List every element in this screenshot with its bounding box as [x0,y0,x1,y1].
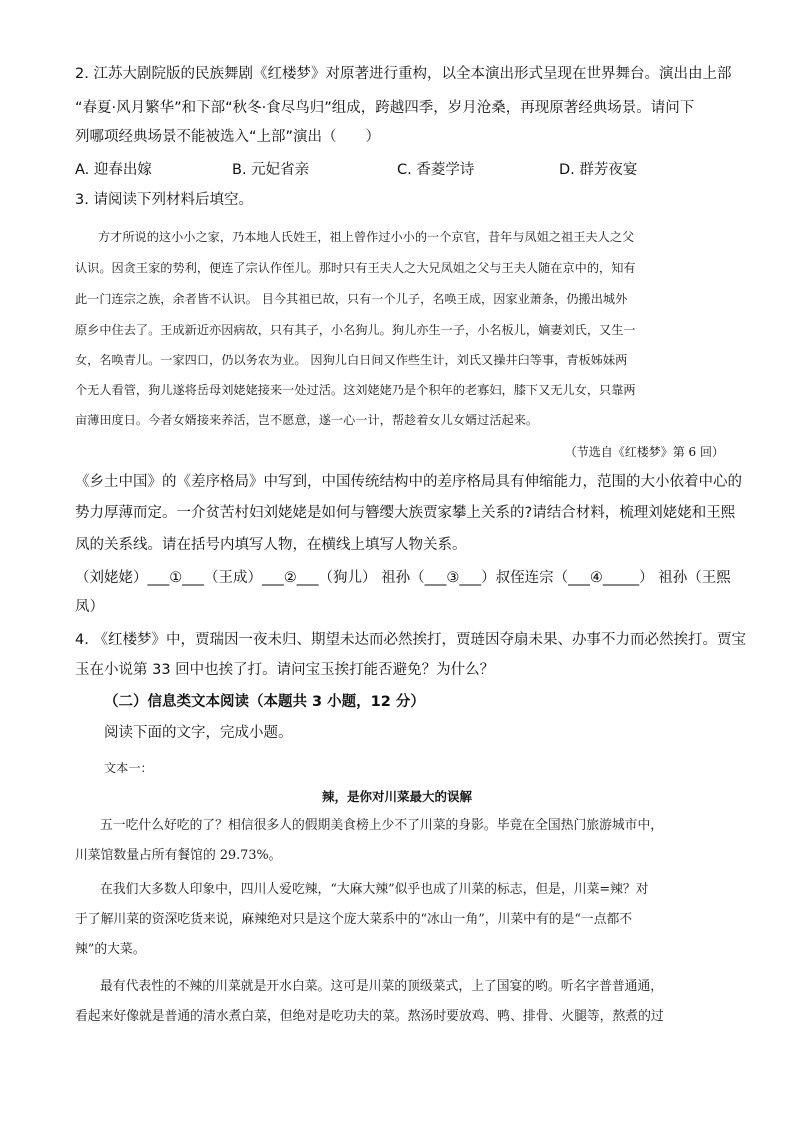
section-heading: （二）信息类文本阅读（本题共 3 小题，12 分） [104,694,425,710]
article-paragraph-line: 最有代表性的不辣的川菜就是开水白菜。这可是川菜的顶级菜式，上了国宴的哟。听名字普普通通， [100,979,664,994]
article-paragraph-line: 于了解川菜的资深吃货来说，麻辣绝对只是这个庞大菜系中的“冰山一角”，川菜中有的是“一点都不 [75,912,633,927]
q2-line-1: 2. 江苏大剧院版的民族舞剧《红楼梦》对原著进行重构，以全本演出形式呈现在世界舞台。演出由上部 [75,66,732,82]
q3-question-line: 势力厚薄而定。一介贫苦村妇刘姥姥是如何与簪缨大族贾家攀上关系的?请结合材料，梳理刘姥姥和王熙 [75,505,736,521]
q3-passage-line: 女，名唤青儿。一家四口，仍以务农为业。 因狗儿白日间又作些生计，刘氏又操井臼等事，青板姊妹两 [75,353,628,367]
q3-stem: 3. 请阅读下列材料后填空。 [75,192,253,208]
article-title: 辣，是你对川菜最大的误解 [321,789,472,804]
q2-option-a: A. 迎春出嫁 [75,162,152,178]
article-paragraph-line: 五一吃什么好吃的了？相信很多人的假期美食榜上少不了川菜的身影。毕竟在全国热门旅游城市中， [100,818,664,833]
q3-source: （节选自《红楼梦》第 6 回） [564,445,724,459]
article-paragraph-line: 辣”的大菜。 [75,942,146,957]
article-paragraph-line: 在我们大多数人印象中，四川人爱吃辣，“大麻大辣”似乎也成了川菜的标志，但是，川菜=辣？对 [100,882,649,897]
article-paragraph-line: 川菜馆数量占所有餐馆的 29.73%。 [75,848,282,863]
q4-line-1: 4. 《红楼梦》中，贾瑞因一夜未归、期望未达而必然挨打，贾琏因夺扇未果、办事不力而必然挨打。贾宝 [75,632,746,648]
q3-question-line: 凤的关系线。请在括号内填写人物，在横线上填写人物关系。 [75,537,467,553]
q3-passage-line: 此一门连宗之族，余者皆不认识。 目今其祖已故，只有一个儿子，名唤王成，因家业萧条，仍搬出城外 [75,292,628,306]
q3-passage-line: 方才所说的这小小之家，乃本地人氏姓王，祖上曾作过小小的一个京官，昔年与凤姐之祖王夫人之父 [98,230,635,244]
q2-option-d: D. 群芳夜宴 [559,162,638,178]
article-paragraph-line: 看起来好像就是普通的清水煮白菜，但绝对是吃功夫的菜。熬汤时要放鸡、鸭、排骨、火腿等，熬煮的过 [75,1009,664,1024]
q3-passage-line: 认识。因贪王家的势利，便连了宗认作侄儿。那时只有王夫人之大兄凤姐之父与王夫人随在京中的，知有 [75,261,636,275]
section-instruction: 阅读下面的文字，完成小题。 [104,725,293,741]
q2-option-b: B. 元妃省亲 [232,162,310,178]
q2-line-2: “春夏·风月繁华”和下部“秋冬·食尽鸟归”组成，跨越四季，岁月沧桑，再现原著经典场景。请问下 [75,100,695,116]
q3-passage-line: 个无人看管，狗儿遂将岳母刘姥姥接来一处过活。这刘姥姥乃是个积年的老寡妇，膝下又无儿女，只靠两 [75,383,636,397]
q3-fill-line: 凤） [75,599,104,615]
q3-passage-line: 亩薄田度日。今者女婿接来养活，岂不愿意，遂一心一计，帮趁着女儿女婿过活起来。 [75,413,539,427]
q4-line-2: 玉在小说第 33 回中也挨了打。请问宝玉挨打能否避免？为什么？ [75,662,495,678]
text-label: 文本一： [104,761,153,775]
q3-fill-line: （刘姥姥）___①___（王成）___②___（狗儿） 祖孙（___③___）叔侄连宗（___④_____） 祖孙（王熙 [75,570,731,586]
q3-question-line: 《乡土中国》的《差序格局》中写到，中国传统结构中的差序格局具有伸缩能力，范围的大小依着中心的 [75,474,742,490]
q2-option-c: C. 香菱学诗 [397,162,475,178]
q2-line-3: 列哪项经典场景不能被选入“上部”演出（ ） [75,129,381,145]
q3-passage-line: 原乡中住去了。王成新近亦因病故，只有其子，小名狗儿。狗儿亦生一子，小名板儿，嫡妻刘氏，又生一 [75,323,636,337]
